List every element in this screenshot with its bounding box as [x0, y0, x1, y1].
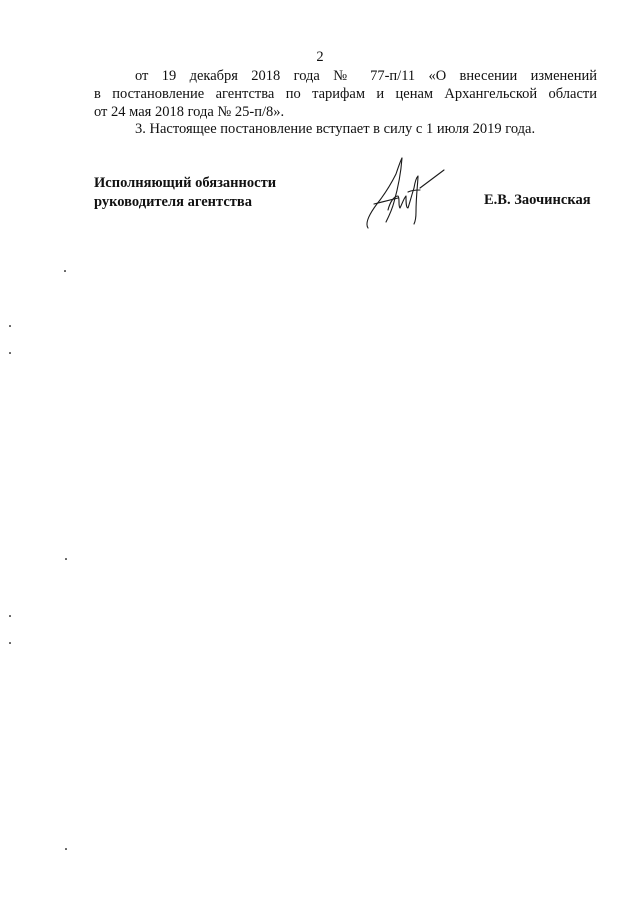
scan-speck	[9, 642, 11, 644]
signer-title-line-1: Исполняющий обязанности	[94, 175, 277, 191]
signer-title	[94, 174, 276, 212]
scan-speck	[64, 270, 66, 272]
signer-name: Е.В. Заочинская	[484, 192, 591, 208]
scan-speck	[9, 615, 11, 617]
paragraph-effective-date	[94, 120, 597, 138]
scan-speck	[65, 558, 67, 560]
paragraph-effective-date-text: 3. Настоящее постановление вступает в силу с 1 июля 2019 года.	[135, 121, 536, 137]
scan-speck	[9, 352, 11, 354]
paragraph-continuation	[94, 67, 597, 121]
paragraph-line-1: от 19 декабря 2018 года № 77-п/11 «О внесении изменений	[135, 68, 597, 84]
scan-speck	[9, 325, 11, 327]
page-number: 2	[316, 49, 324, 65]
paragraph-line-2: в постановление агентства по тарифам и ценам Архангельской области	[94, 86, 597, 102]
handwritten-signature-icon	[358, 152, 448, 234]
signer-title-line-2: руководителя агентства	[94, 194, 252, 210]
paragraph-line-3: от 24 мая 2018 года № 25-п/8».	[94, 104, 285, 120]
scan-speck	[65, 848, 67, 850]
